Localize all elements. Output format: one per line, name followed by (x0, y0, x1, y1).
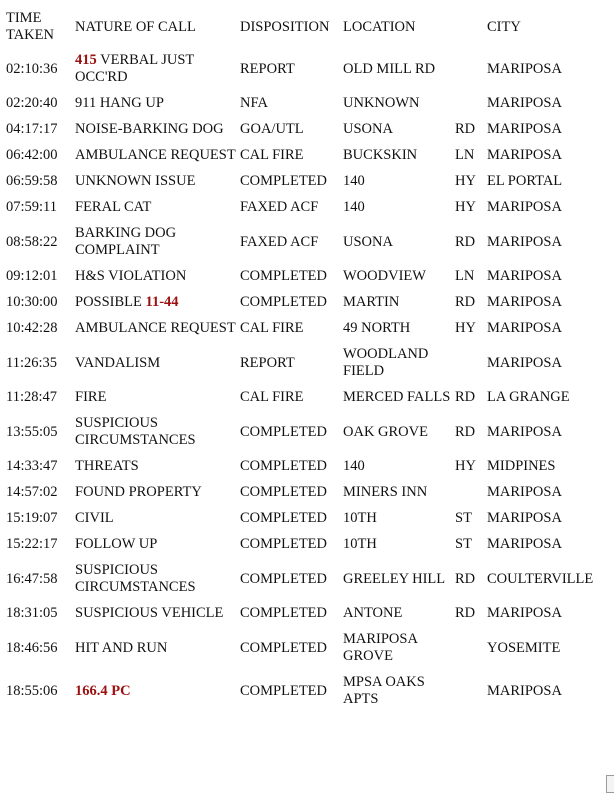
table-row (6, 290, 606, 316)
cell-city: MARIPOSA (487, 233, 562, 250)
nature-text: 911 HANG UP (75, 95, 164, 111)
cell-location: 140 (343, 199, 365, 215)
cell-location: 10TH (343, 536, 377, 552)
cell-city: MARIPOSA (487, 268, 562, 284)
cell-location: MARIPOSA GROVE (343, 631, 418, 664)
cell-nature (75, 342, 240, 385)
cell-location: 140 (343, 458, 365, 474)
table-row (6, 91, 606, 117)
cell-time: 18:46:56 (6, 639, 58, 656)
cell-city: MIDPINES (487, 458, 556, 474)
cell-street-suffix: RD (455, 121, 476, 137)
nature-code-highlight: 11-44 (145, 294, 179, 310)
cell-disposition: COMPLETED (240, 639, 327, 656)
cell-location: MPSA OAKS APTS (343, 674, 425, 707)
cell-time: 18:55:06 (6, 682, 58, 699)
cell-city: MARIPOSA (487, 320, 562, 336)
cell-nature (75, 316, 240, 342)
cell-street-suffix (455, 342, 487, 385)
cell-street-suffix: RD (455, 605, 476, 621)
table-row (6, 264, 606, 290)
cell-disposition: NFA (240, 95, 268, 111)
nature-text: BARKING DOG COMPLAINT (75, 225, 177, 258)
table-row (6, 411, 606, 454)
cell-street-suffix: RD (455, 389, 476, 405)
nature-text: AMBULANCE REQUEST (75, 147, 236, 163)
cell-nature (75, 506, 240, 532)
cell-city: MARIPOSA (487, 605, 562, 621)
cell-city: LA GRANGE (487, 389, 570, 405)
cell-nature (75, 601, 240, 627)
table-row (6, 342, 606, 385)
cell-disposition: REPORT (240, 354, 295, 371)
table-row (6, 143, 606, 169)
cell-time: 11:26:35 (6, 354, 58, 371)
cell-street-suffix: HY (455, 173, 476, 189)
cell-city: YOSEMITE (487, 639, 561, 656)
cell-time: 18:31:05 (6, 605, 58, 621)
cell-disposition: COMPLETED (240, 458, 327, 474)
nature-text: FIRE (75, 389, 107, 405)
cell-location: MERCED FALLS (343, 389, 451, 405)
nature-text: SUSPICIOUS CIRCUMSTANCES (75, 415, 196, 448)
table-row (6, 670, 606, 713)
cell-location: BUCKSKIN (343, 147, 418, 163)
nature-code-highlight: 415 (75, 52, 97, 68)
cell-nature (75, 385, 240, 411)
cell-nature (75, 411, 240, 454)
nature-text: CIVIL (75, 510, 114, 526)
cell-nature (75, 221, 240, 264)
table-row (6, 506, 606, 532)
cell-location: 49 NORTH (343, 320, 411, 336)
cell-city: MARIPOSA (487, 294, 562, 310)
nature-text: HIT AND RUN (75, 639, 168, 656)
cell-street-suffix: HY (455, 199, 476, 215)
cell-nature (75, 169, 240, 195)
cell-city: MARIPOSA (487, 147, 562, 163)
table-row (6, 221, 606, 264)
cell-city: MARIPOSA (487, 682, 562, 699)
cell-street-suffix: HY (455, 320, 476, 336)
cell-nature (75, 454, 240, 480)
cell-nature (75, 670, 240, 713)
cell-nature (75, 48, 240, 91)
cell-disposition: COMPLETED (240, 570, 327, 587)
cell-city: MARIPOSA (487, 423, 562, 440)
cell-city: MARIPOSA (487, 536, 562, 552)
cell-location: WOODVIEW (343, 268, 426, 284)
cell-time: 16:47:58 (6, 570, 58, 587)
nature-text: FOUND PROPERTY (75, 484, 202, 500)
cell-disposition: COMPLETED (240, 484, 327, 500)
cell-nature (75, 480, 240, 506)
cell-location: MARTIN (343, 294, 400, 310)
table-row (6, 601, 606, 627)
cell-disposition: COMPLETED (240, 294, 327, 310)
cell-location: UNKNOWN (343, 95, 420, 111)
cell-street-suffix: RD (455, 570, 476, 587)
cell-street-suffix (455, 627, 487, 670)
cell-city: MARIPOSA (487, 510, 562, 526)
cell-time: 11:28:47 (6, 389, 58, 405)
header-time-taken: TIME TAKEN (6, 10, 54, 43)
cell-time: 04:17:17 (6, 121, 58, 137)
cell-location: MINERS INN (343, 484, 428, 500)
header-disposition: DISPOSITION (240, 18, 330, 35)
nature-text: FOLLOW UP (75, 536, 158, 552)
cell-nature (75, 117, 240, 143)
cell-time: 02:10:36 (6, 60, 58, 77)
nature-text: VERBAL JUST OCC'RD (75, 52, 194, 85)
cell-street-suffix (455, 48, 487, 91)
cell-street-suffix: LN (455, 147, 475, 163)
nature-text: VANDALISM (75, 354, 161, 371)
cell-time: 08:58:22 (6, 233, 58, 250)
cell-location: WOODLAND FIELD (343, 346, 429, 379)
cell-location: USONA (343, 121, 393, 137)
cell-street-suffix: LN (455, 268, 475, 284)
nature-text: UNKNOWN ISSUE (75, 173, 196, 189)
table-row (6, 117, 606, 143)
cell-nature (75, 91, 240, 117)
cell-disposition: COMPLETED (240, 510, 327, 526)
cell-city: COULTERVILLE (487, 570, 594, 587)
cell-disposition: GOA/UTL (240, 121, 304, 137)
table-row (6, 627, 606, 670)
cell-street-suffix: HY (455, 458, 476, 474)
cell-street-suffix: RD (455, 233, 476, 250)
cell-location: OLD MILL RD (343, 60, 436, 77)
nature-text: SUSPICIOUS CIRCUMSTANCES (75, 562, 196, 595)
nature-text: AMBULANCE REQUEST (75, 320, 236, 336)
cell-city: MARIPOSA (487, 121, 562, 137)
call-log-table (6, 6, 606, 713)
table-header-row (6, 6, 606, 48)
cell-location: 10TH (343, 510, 377, 526)
cell-time: 15:22:17 (6, 536, 58, 552)
cell-street-suffix (455, 670, 487, 713)
table-row (6, 558, 606, 601)
cell-disposition: COMPLETED (240, 605, 327, 621)
cell-street-suffix (455, 91, 487, 117)
cell-disposition: CAL FIRE (240, 389, 304, 405)
cell-city: MARIPOSA (487, 484, 562, 500)
nature-text: H&S VIOLATION (75, 268, 187, 284)
cell-nature (75, 264, 240, 290)
cell-disposition: COMPLETED (240, 268, 327, 284)
cell-disposition: COMPLETED (240, 173, 327, 189)
cell-time: 14:57:02 (6, 484, 58, 500)
cell-time: 15:19:07 (6, 510, 58, 526)
table-row (6, 316, 606, 342)
header-nature-of-call: NATURE OF CALL (75, 18, 196, 35)
cell-disposition: COMPLETED (240, 423, 327, 440)
cell-location: OAK GROVE (343, 423, 428, 440)
cell-city: MARIPOSA (487, 354, 562, 371)
nature-text: SUSPICIOUS VEHICLE (75, 605, 224, 621)
cell-city: MARIPOSA (487, 60, 562, 77)
cell-time: 10:42:28 (6, 320, 58, 336)
cell-city: MARIPOSA (487, 199, 562, 215)
header-city: CITY (487, 18, 521, 35)
cell-city: MARIPOSA (487, 95, 562, 111)
cell-time: 02:20:40 (6, 95, 58, 111)
cell-disposition: REPORT (240, 60, 295, 77)
cell-location: ANTONE (343, 605, 403, 621)
cell-street-suffix: ST (455, 510, 472, 526)
table-row (6, 532, 606, 558)
cell-nature (75, 290, 240, 316)
table-row (6, 385, 606, 411)
cell-location: GREELEY HILL (343, 570, 446, 587)
cell-street-suffix: RD (455, 423, 476, 440)
header-location: LOCATION (343, 18, 416, 35)
table-row (6, 454, 606, 480)
cell-city: EL PORTAL (487, 173, 563, 189)
cell-disposition: FAXED ACF (240, 199, 319, 215)
cell-time: 06:42:00 (6, 147, 58, 163)
cell-disposition: COMPLETED (240, 682, 327, 699)
cell-street-suffix: ST (455, 536, 472, 552)
table-row (6, 48, 606, 91)
nature-text: NOISE-BARKING DOG (75, 121, 224, 137)
table-row (6, 195, 606, 221)
cell-street-suffix (455, 480, 487, 506)
scrollbar-corner[interactable] (606, 775, 614, 793)
cell-nature (75, 558, 240, 601)
cell-disposition: FAXED ACF (240, 233, 319, 250)
nature-text: FERAL CAT (75, 199, 152, 215)
cell-nature (75, 143, 240, 169)
nature-text: POSSIBLE (75, 294, 146, 310)
cell-disposition: CAL FIRE (240, 147, 304, 163)
nature-text: THREATS (75, 458, 139, 474)
cell-time: 10:30:00 (6, 294, 58, 310)
cell-street-suffix: RD (455, 294, 476, 310)
table-row (6, 480, 606, 506)
cell-location: USONA (343, 233, 393, 250)
cell-time: 09:12:01 (6, 268, 58, 284)
cell-time: 07:59:11 (6, 199, 58, 215)
cell-time: 06:59:58 (6, 173, 58, 189)
cell-nature (75, 627, 240, 670)
nature-code-highlight: 166.4 PC (75, 682, 131, 699)
cell-nature (75, 195, 240, 221)
table-row (6, 169, 606, 195)
header-suffix (455, 6, 487, 48)
cell-disposition: COMPLETED (240, 536, 327, 552)
cell-disposition: CAL FIRE (240, 320, 304, 336)
cell-nature (75, 532, 240, 558)
cell-location: 140 (343, 173, 365, 189)
cell-time: 14:33:47 (6, 458, 58, 474)
cell-time: 13:55:05 (6, 423, 58, 440)
